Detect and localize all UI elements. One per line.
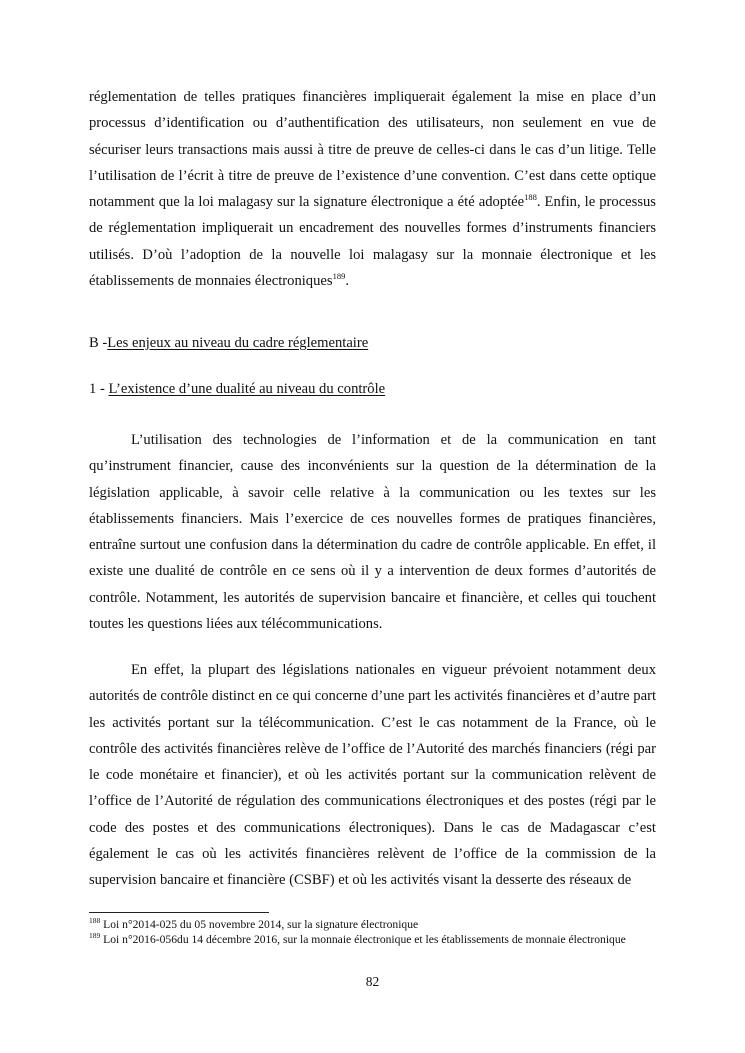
footnote-reference: 188 — [524, 192, 537, 203]
footnote-188 — [89, 917, 656, 932]
paragraph-text: réglementation de telles pratiques financières impliquerait également la mise en place d’un processus d’identification ou d’authentification des utilisateurs, non seulement en vue de sécuriser leurs transactions mais aussi à titre de preuve de celles-ci dans le cas d’un litige. Telle l’utilisation de l’écrit à titre de preuve de l’existence d’une convention. C’est dans cette optique notamment que la loi malagasy sur la signature électronique a été adoptée — [89, 89, 656, 211]
footnote-text: Loi n°2014-025 du 05 novembre 2014, sur la signature électronique — [100, 918, 419, 931]
paragraph-text: . — [345, 273, 349, 290]
heading-1 — [89, 379, 656, 399]
heading-1-title: L’existence d’une dualité au niveau du contrôle — [108, 381, 386, 397]
footnote-separator — [89, 912, 269, 913]
footnote-189 — [89, 932, 656, 947]
paragraph-2-block — [89, 427, 656, 637]
footnote-reference: 189 — [332, 271, 346, 282]
footnote-number: 188 — [89, 916, 101, 926]
heading-b-title: Les enjeux au niveau du cadre réglementaire — [107, 335, 369, 351]
paragraph-continuation — [89, 84, 656, 294]
heading-1-prefix: 1 - — [89, 381, 109, 397]
paragraph-3-block — [89, 657, 656, 894]
heading-b — [89, 333, 656, 353]
paragraph-2: L’utilisation des technologies de l’information et de la communication en tant qu’instrument financier, cause des inconvénients sur la question de la détermination de la législation applicable, à savoir celle relative à la communication ou les textes sur les établissements financiers. Mais l’exercice de ces nouvelles formes de pratiques financières, entraîne surtout une confusion dans la détermination du cadre de contrôle applicable. En effet, il existe une dualité de contrôle en ce sens où il y a intervention de deux formes d’autorités de contrôle. Notamment, les autorités de supervision bancaire et financière, et celles qui touchent toutes les questions liées aux télécommunications. — [89, 432, 656, 633]
footnote-text: Loi n°2016-056du 14 décembre 2016, sur la monnaie électronique et les établissements de monnaie électronique — [100, 933, 626, 947]
paragraph-text: . Enfin, le processus de réglementation impliquerait un encadrement des nouvelles formes d’instruments financiers utilisés. D’où l’adoption de la nouvelle loi malagasy sur la monnaie électronique et les établissements de monnaies électroniques — [89, 194, 656, 290]
footnotes — [89, 917, 656, 947]
page-number: 82 — [365, 974, 380, 989]
footnote-number: 189 — [89, 931, 101, 941]
heading-b-prefix: B - — [89, 335, 108, 351]
paragraph-1 — [89, 84, 656, 294]
paragraph-3: En effet, la plupart des législations nationales en vigueur prévoient notamment deux autorités de contrôle distinct en ce qui concerne d’une part les activités financières et d’autre part les activités portant sur la télécommunication. C’est le cas notamment de la France, où le contrôle des activités financières relève de l’office de l’Autorité des marchés financiers (régi par le code monétaire et financier), et où les activités portant sur la communication relèvent de l’office de l’Autorité de régulation des communications électroniques et des postes (régi par le code des postes et des communications électroniques). Dans le cas de Madagascar c’est également le cas où les activités financières relèvent de l’office de la commission de la supervision bancaire et financière (CSBF) et où les activités visant la desserte des réseaux de — [89, 662, 656, 889]
